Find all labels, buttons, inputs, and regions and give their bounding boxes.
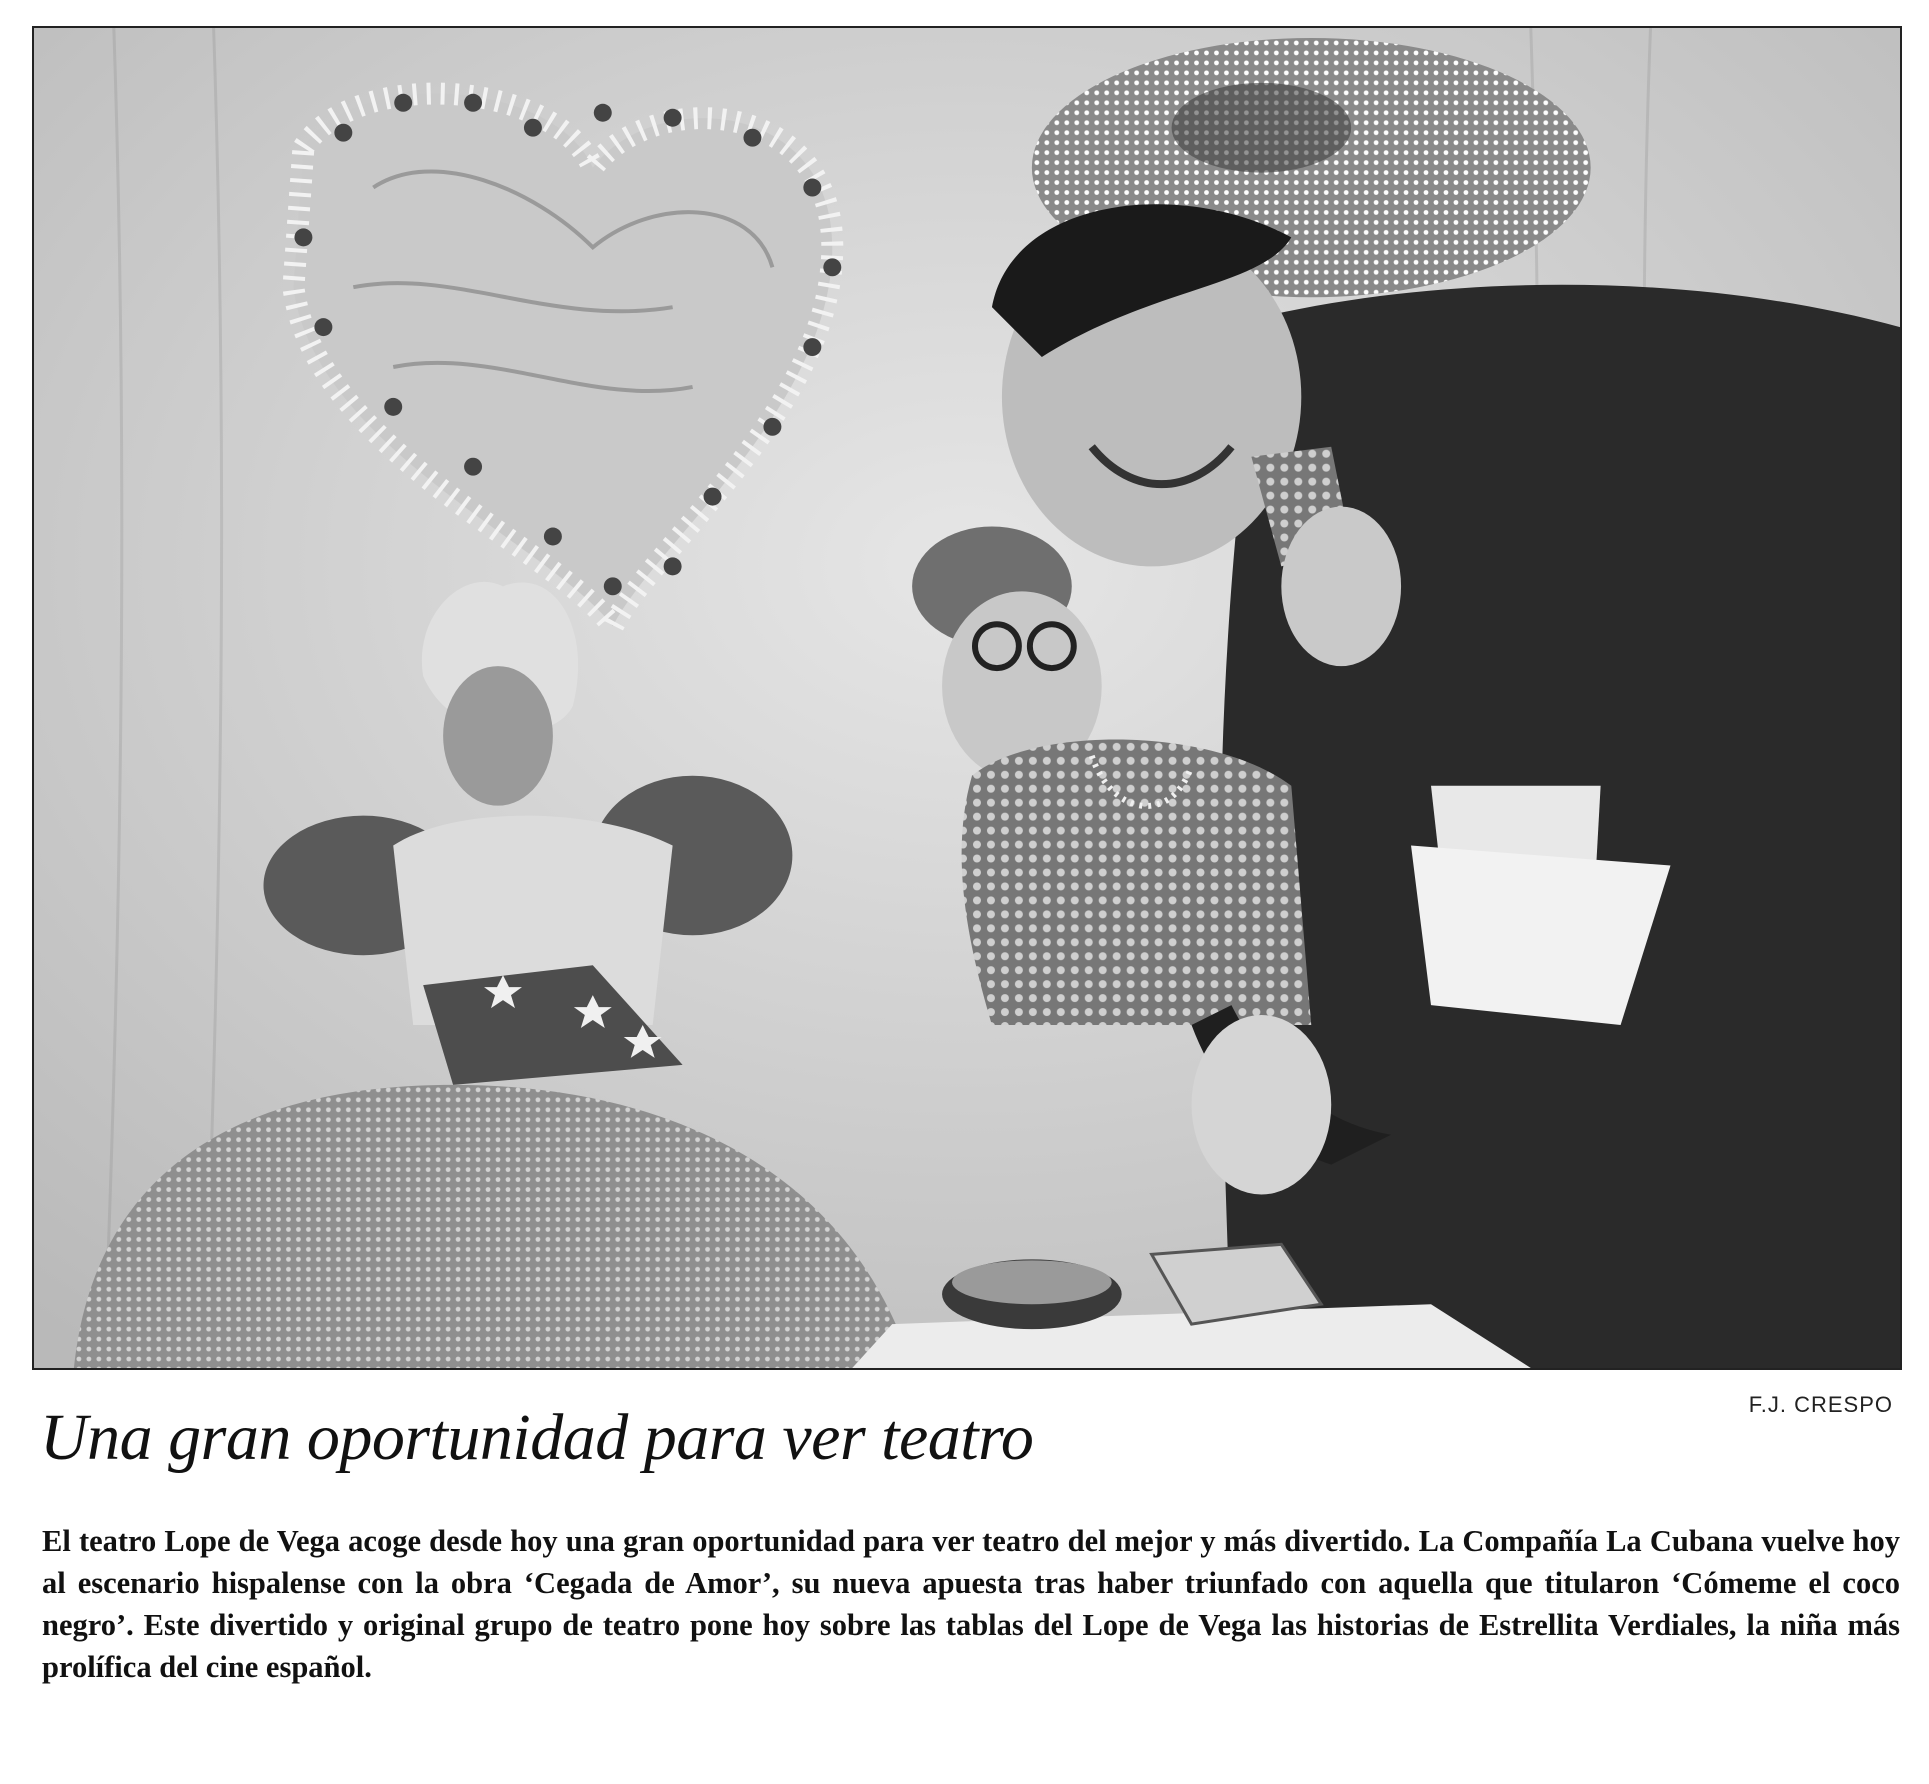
news-photo	[32, 26, 1902, 1370]
photo-illustration	[34, 28, 1900, 1368]
article-headline: Una gran oportunidad para ver teatro	[40, 1401, 1034, 1474]
article-body: El teatro Lope de Vega acoge desde hoy una gran oportunidad para ver teatro del mejor y más divertido. La Compañía La Cubana vuelve hoy al escenario hispalense con la obra ‘Cegada de Amor’, su nueva apuesta tras haber triunfado con aquella que titularon ‘Cómeme el coco negro’. Este divertido y original grupo de teatro pone hoy sobre las tablas del Lope de Vega las historias de Estrellita Verdiales, la niña más prolífica del cine español.	[42, 1524, 1900, 1684]
photo-credit: F.J. CRESPO	[1748, 1392, 1893, 1417]
